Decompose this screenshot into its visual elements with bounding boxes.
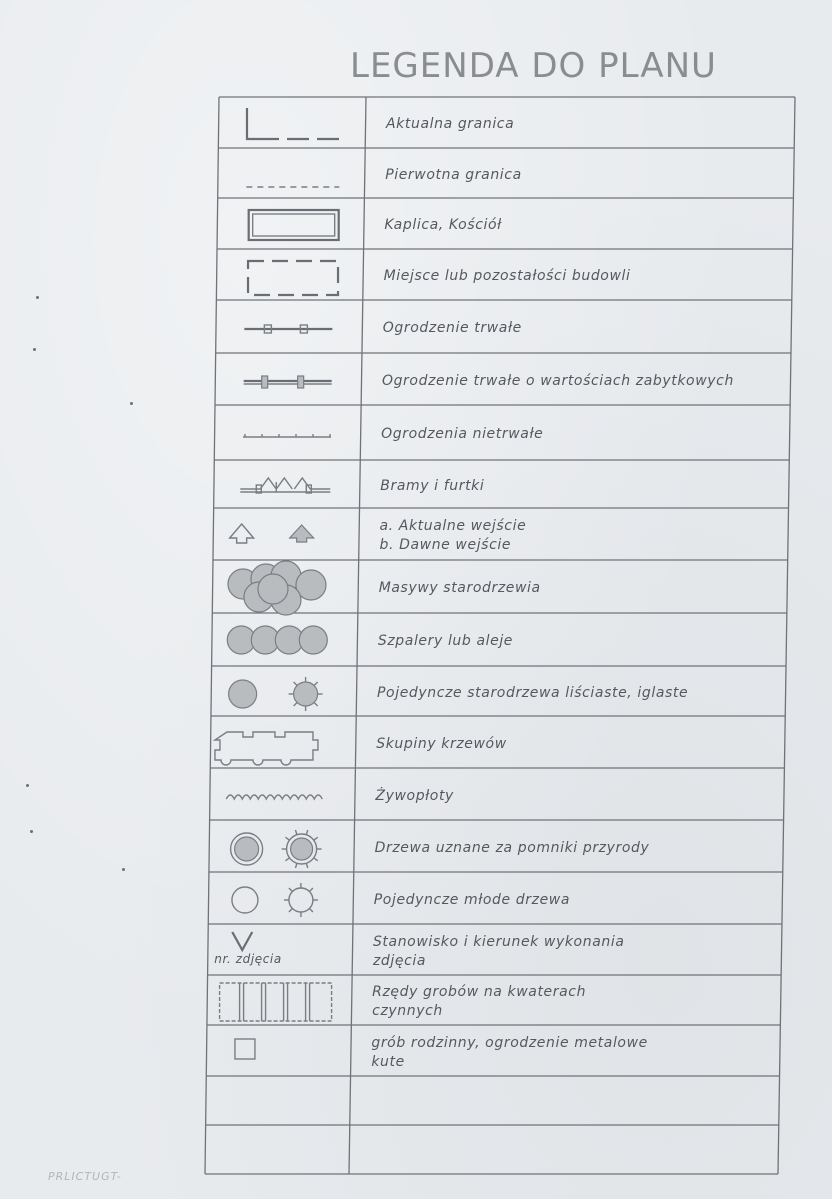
legend-description-line: Żywopłoty (375, 787, 454, 804)
margin-note: PRLICTUGT- (48, 1170, 122, 1183)
legend-description (385, 166, 522, 185)
legend-description-line: Aktualna granica (386, 116, 515, 132)
legend-description-line: Bramy i furtki (380, 477, 485, 494)
legend-description (380, 477, 484, 496)
legend-description (376, 735, 507, 754)
legend-description (378, 632, 513, 651)
legend-description-line: zdjęcia (372, 952, 427, 969)
legend-description (381, 425, 543, 444)
legend-description (371, 1034, 648, 1072)
legend-description (374, 891, 570, 910)
legend-description-line: Masywy starodrzewia (378, 580, 541, 596)
legend-description-line: Pierwotna granica (385, 166, 522, 183)
legend-description (380, 517, 527, 555)
symbol-label: nr. zdjęcia (214, 952, 282, 966)
legend-description-line: Pojedyncze młode drzewa (373, 891, 571, 908)
legend-description-line: Ogrodzenie trwałe o wartościach zabytkowych (381, 372, 734, 389)
legend-description (382, 372, 734, 391)
paper-speck (130, 402, 133, 405)
legend-description-line: Pojedyncze starodrzewa liściaste, iglaste (377, 684, 689, 701)
paper-speck (30, 830, 33, 833)
legend-description-line: grób rodzinny, ogrodzenie metalowe (371, 1034, 648, 1051)
legend-description-line: Stanowisko i kierunek wykonania (372, 933, 625, 950)
legend-description-line: a. Aktualne wejście (379, 518, 527, 534)
legend-description (377, 684, 688, 703)
legend-description (379, 579, 541, 598)
legend-description (384, 216, 501, 235)
legend-description-line: Skupiny krzewów (376, 735, 507, 752)
page-title: LEGENDA DO PLANU (350, 46, 717, 86)
legend-description (384, 267, 631, 286)
legend-description-line: Rzędy grobów na kwaterach (372, 984, 587, 1000)
legend-description-line: Szpalery lub aleje (377, 633, 514, 649)
paper-speck (36, 296, 39, 299)
legend-description-line: Kaplica, Kościół (384, 217, 502, 233)
legend-description-line: Ogrodzenie trwałe (382, 320, 522, 336)
legend-description-line: czynnych (372, 1003, 443, 1019)
legend-description-line: Ogrodzenia nietrwałe (381, 426, 544, 442)
legend-description (372, 983, 586, 1021)
paper-speck (26, 784, 29, 787)
legend-description (375, 839, 650, 858)
legend-description-line: kute (371, 1053, 405, 1070)
legend-description-line: Miejsce lub pozostałości budowli (383, 268, 631, 284)
legend-description-line: b. Dawne wejście (379, 537, 512, 553)
legend-description-line: Drzewa uznane za pomniki przyrody (374, 839, 650, 856)
legend-description (373, 933, 625, 971)
legend-description (375, 787, 454, 806)
paper-speck (33, 348, 36, 351)
paper-speck (122, 868, 125, 871)
legend-description (386, 115, 514, 134)
legend-description (383, 319, 522, 338)
